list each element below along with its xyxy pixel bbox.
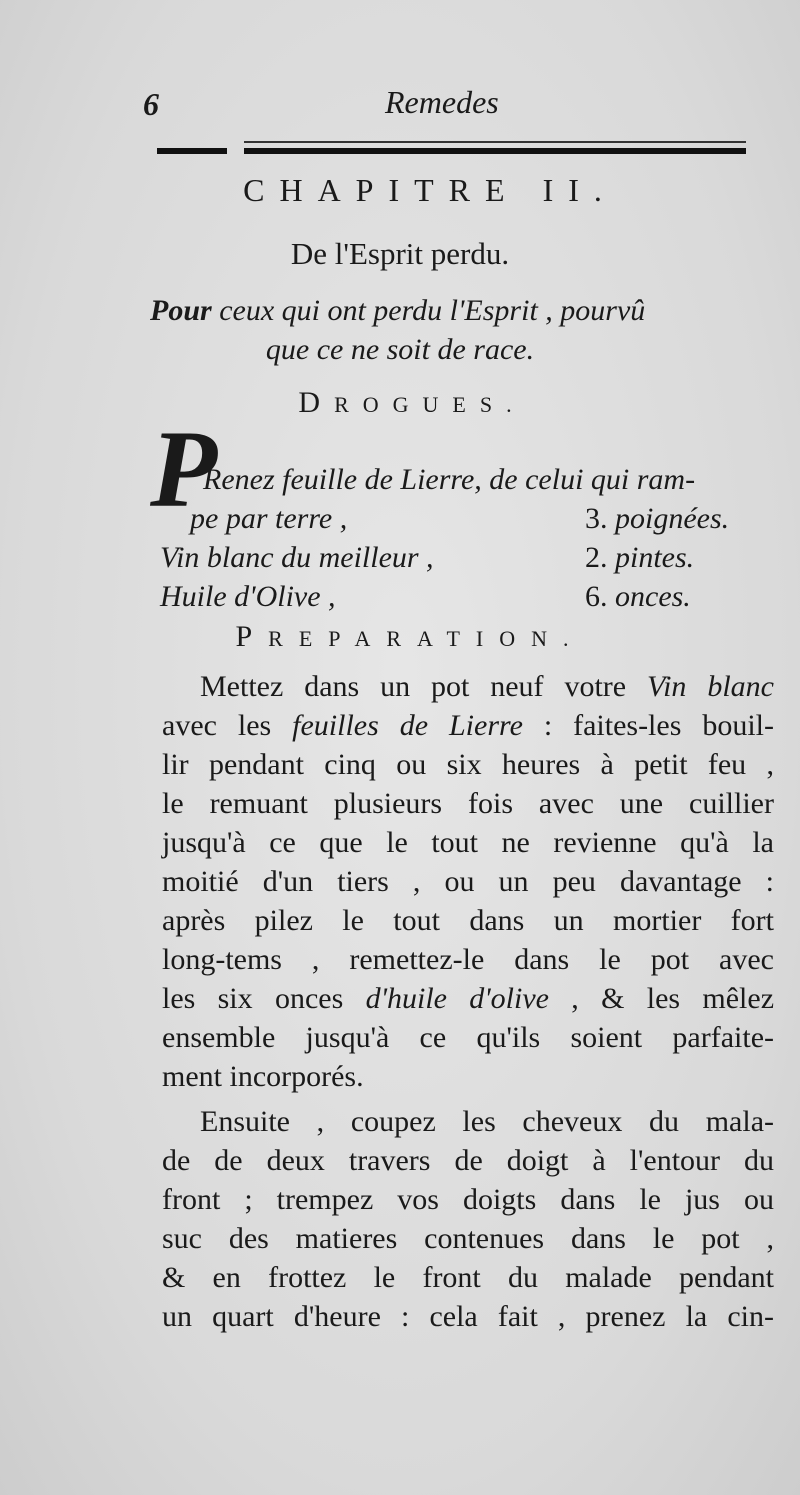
page-number: 6 <box>143 86 159 122</box>
chapter-title: CHAPITRE II. <box>243 172 617 208</box>
header-rule-left <box>157 148 227 154</box>
text-run-italic: Vin blanc <box>647 670 774 703</box>
recipe-item-quantity <box>585 541 694 575</box>
recipe-item-count: 6. <box>585 580 608 613</box>
text-run: les six onces <box>162 982 366 1015</box>
body-line: ment incorporés. <box>162 1060 364 1093</box>
recipe-item-unit: poignées. <box>615 502 730 535</box>
section-heading-preparation <box>0 620 800 654</box>
header-rule-thin <box>244 141 746 143</box>
body-line: Ensuite , coupez les cheveux du mala- <box>200 1105 774 1138</box>
drogues-rest: ROGUES. <box>334 392 526 417</box>
body-line <box>162 982 774 1016</box>
page-header <box>0 78 800 128</box>
preparation-initial: P <box>235 620 269 653</box>
body-line: front ; trempez vos doigts dans le jus ou <box>162 1183 774 1216</box>
intro-lead-word: Pour <box>150 294 212 327</box>
text-run-italic: d'huile d'olive <box>365 982 549 1015</box>
running-title: Remedes <box>385 84 499 120</box>
body-line: après pilez le tout dans un mortier fort <box>162 904 774 937</box>
text-run: , & les mêlez <box>549 982 775 1015</box>
intro-line-1-rest: ceux qui ont perdu l'Esprit , pourvû <box>211 294 646 327</box>
header-rule-right <box>244 148 746 154</box>
text-run: : faites-les bouil- <box>522 709 774 742</box>
section-heading-drogues <box>0 386 800 420</box>
body-line: suc des matieres contenues dans le pot , <box>162 1222 774 1255</box>
recipe-line-1: Renez feuille de Lierre, de celui qui ram- <box>203 463 696 496</box>
recipe-item-name: Huile d'Olive , <box>160 580 336 613</box>
recipe-item-name: Vin blanc du meilleur , <box>160 541 434 574</box>
body-line: long-tems , remettez-le dans le pot avec <box>162 943 774 976</box>
body-line: un quart d'heure : cela fait , prenez la cin- <box>162 1300 774 1333</box>
body-line: & en frottez le front du malade pendant <box>162 1261 774 1294</box>
body-line: de de deux travers de doigt à l'entour du <box>162 1144 774 1177</box>
body-line: le remuant plusieurs fois avec une cuillier <box>162 787 774 820</box>
intro-line-2: que ce ne soit de race. <box>265 333 535 366</box>
body-line <box>162 709 774 743</box>
text-run: Mettez dans un pot neuf votre <box>200 670 647 703</box>
text-run: avec les <box>162 709 293 742</box>
intro-line-1 <box>150 294 645 328</box>
preparation-rest: REPARATION. <box>268 626 585 651</box>
text-run-italic: feuilles de Lierre <box>292 709 523 742</box>
body-line: ensemble jusqu'à ce qu'ils soient parfaite- <box>162 1021 774 1054</box>
body-line: jusqu'à ce que le tout ne revienne qu'à la <box>162 826 774 859</box>
recipe-item-count: 3. <box>585 502 608 535</box>
body-line <box>200 670 774 704</box>
recipe-item-unit: pintes. <box>615 541 695 574</box>
chapter-subtitle: De l'Esprit perdu. <box>290 236 510 271</box>
body-line: moitié d'un tiers , ou un peu davantage : <box>162 865 774 898</box>
drop-cap: P <box>150 408 218 530</box>
recipe-item-quantity <box>585 580 691 614</box>
recipe-item-count: 2. <box>585 541 608 574</box>
recipe-item-quantity <box>585 502 729 536</box>
recipe-item-name: pe par terre , <box>190 502 348 535</box>
recipe-item-unit: onces. <box>615 580 691 613</box>
body-line: lir pendant cinq ou six heures à petit feu , <box>162 748 774 781</box>
drogues-initial: D <box>298 386 335 419</box>
